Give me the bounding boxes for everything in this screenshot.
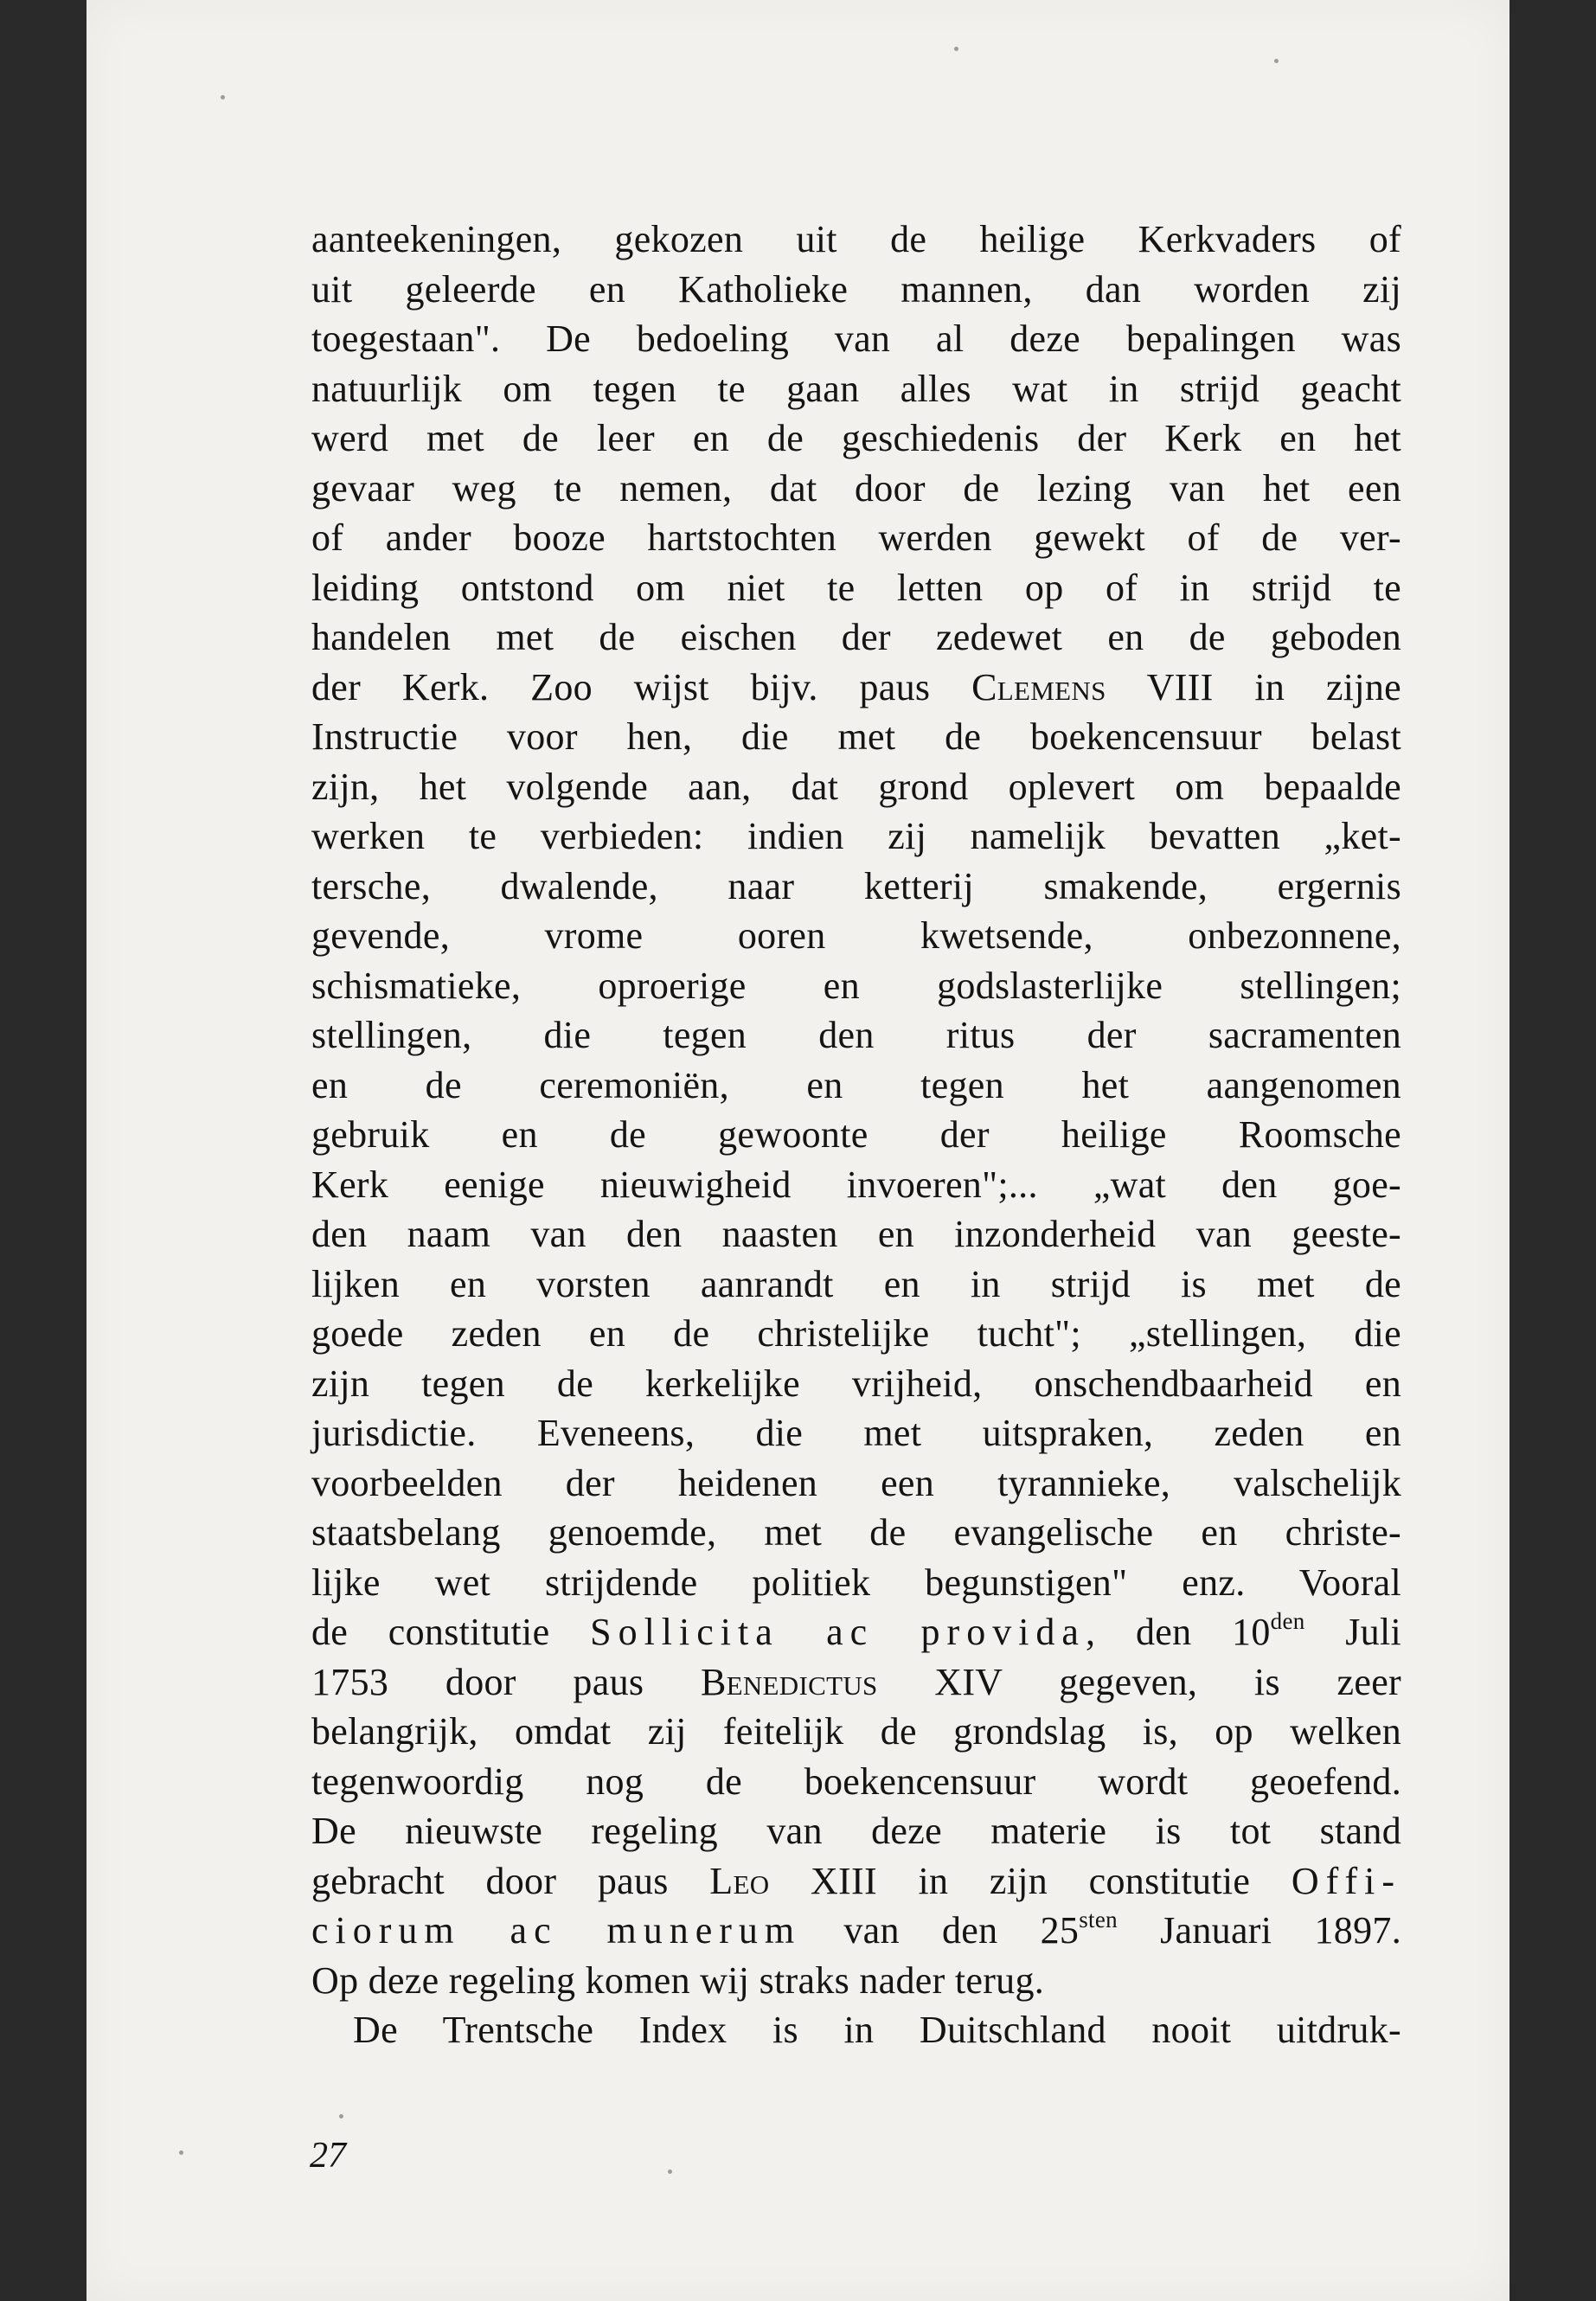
- text-fragment: gebracht door paus: [311, 1859, 710, 1902]
- text-line: belangrijk, omdat zij feitelijk de grondslag is, op welken: [311, 1710, 1401, 1753]
- text-fragment: Januari 1897.: [1117, 1909, 1401, 1952]
- text-line: jurisdictie. Eveneens, die met uitspraken, zeden en: [311, 1412, 1401, 1454]
- text-line: [311, 1657, 1401, 1708]
- text-line: handelen met de eischen der zedewet en de geboden: [311, 616, 1401, 658]
- text-line: natuurlijk om tegen te gaan alles wat in strijd geacht: [311, 367, 1401, 410]
- text-line: [311, 1607, 1401, 1657]
- scan-speck: [339, 2114, 343, 2118]
- document-title-officiorum-cont: ciorum ac munerum: [311, 1909, 802, 1952]
- text-fragment: VIII in zijne: [1106, 665, 1401, 708]
- superscript: sten: [1079, 1907, 1118, 1932]
- body-text: [311, 215, 1401, 2055]
- text-line: zijn, het volgende aan, dat grond oplevert om bepaalde: [311, 765, 1401, 808]
- text-line: De nieuwste regeling van deze materie is tot stand: [311, 1810, 1401, 1852]
- text-line: lijken en vorsten aanrandt en in strijd is met de: [311, 1262, 1401, 1305]
- text-line: gevaar weg te nemen, dat door de lezing van het een: [311, 466, 1401, 510]
- text-line: [311, 1906, 1401, 1956]
- text-line: of ander booze hartstochten werden gewekt of de ver-: [311, 516, 1401, 559]
- text-line: Instructie voor hen, die met de boekencensuur belast: [311, 715, 1401, 758]
- scan-speck: [954, 47, 958, 51]
- text-line: gebruik en de gewoonte der heilige Roomsche: [311, 1113, 1401, 1156]
- text-line: Kerk eenige nieuwigheid invoeren";... „wat den goe-: [311, 1163, 1401, 1206]
- text-fragment: der Kerk. Zoo wijst bijv. paus: [311, 665, 972, 708]
- text-line: Op deze regeling komen wij straks nader terug.: [311, 1958, 1045, 2002]
- text-line-paragraph-start: De Trentsche Index is in Duitschland nooit uitdruk-: [353, 2009, 1401, 2051]
- document-title-officiorum: Offi-: [1291, 1859, 1401, 1902]
- text-fragment: , den 10: [1085, 1611, 1271, 1653]
- text-line: aanteekeningen, gekozen uit de heilige Kerkvaders of: [311, 218, 1401, 260]
- text-fragment: van den 25: [801, 1909, 1080, 1952]
- text-line: stellingen, die tegen den ritus der sacramenten: [311, 1014, 1401, 1056]
- text-line: gevende, vrome ooren kwetsende, onbezonnene,: [311, 914, 1401, 957]
- scan-speck: [1274, 59, 1279, 63]
- person-name-benedictus: Benedictus: [700, 1660, 878, 1703]
- text-fragment: XIII in zijn constitutie: [769, 1859, 1292, 1902]
- text-line: den naam van den naasten en inzonderheid van geeste-: [311, 1213, 1401, 1255]
- text-line: uit geleerde en Katholieke mannen, dan worden zij: [311, 267, 1401, 311]
- text-line: voorbeelden der heidenen een tyrannieke, valschelijk: [311, 1461, 1401, 1504]
- text-line: leiding ontstond om niet te letten op of in strijd te: [311, 566, 1401, 609]
- person-name-clemens: Clemens: [971, 665, 1106, 708]
- text-line: werd met de leer en de geschiedenis der Kerk en het: [311, 417, 1401, 459]
- text-fragment: de constitutie: [311, 1611, 591, 1653]
- person-name-leo: Leo: [709, 1859, 770, 1902]
- text-line: schismatieke, oproerige en godslasterlijke stellingen;: [311, 964, 1401, 1007]
- text-fragment: Juli: [1304, 1611, 1401, 1653]
- text-line: tersche, dwalende, naar ketterij smakende, ergernis: [311, 864, 1401, 907]
- text-line: goede zeden en de christelijke tucht"; „stellingen, die: [311, 1312, 1401, 1355]
- book-page: [87, 0, 1509, 2301]
- text-line: [311, 1856, 1401, 1907]
- text-line: lijke wet strijdende politiek begunstigen" enz. Vooral: [311, 1561, 1401, 1604]
- text-line: staatsbelang genoemde, met de evangelische en christe-: [311, 1511, 1401, 1554]
- text-line: [311, 663, 1401, 713]
- document-title-sollicita: Sollicita ac provida: [590, 1611, 1086, 1653]
- text-line: zijn tegen de kerkelijke vrijheid, onschendbaarheid en: [311, 1362, 1401, 1405]
- scan-speck: [179, 2150, 183, 2155]
- text-line: tegenwoordig nog de boekencensuur wordt geoefend.: [311, 1759, 1401, 1803]
- scan-speck: [221, 95, 225, 99]
- superscript: den: [1270, 1608, 1305, 1634]
- text-line: en de ceremoniën, en tegen het aangenomen: [311, 1063, 1401, 1106]
- text-fragment: XIV gegeven, is zeer: [877, 1660, 1401, 1703]
- scan-speck: [668, 2170, 672, 2174]
- page-number: 27: [310, 2136, 346, 2176]
- text-fragment: 1753 door paus: [311, 1660, 701, 1703]
- text-line: toegestaan". De bedoeling van al deze bepalingen was: [311, 317, 1401, 360]
- text-line: werken te verbieden: indien zij namelijk bevatten „ket-: [311, 815, 1401, 857]
